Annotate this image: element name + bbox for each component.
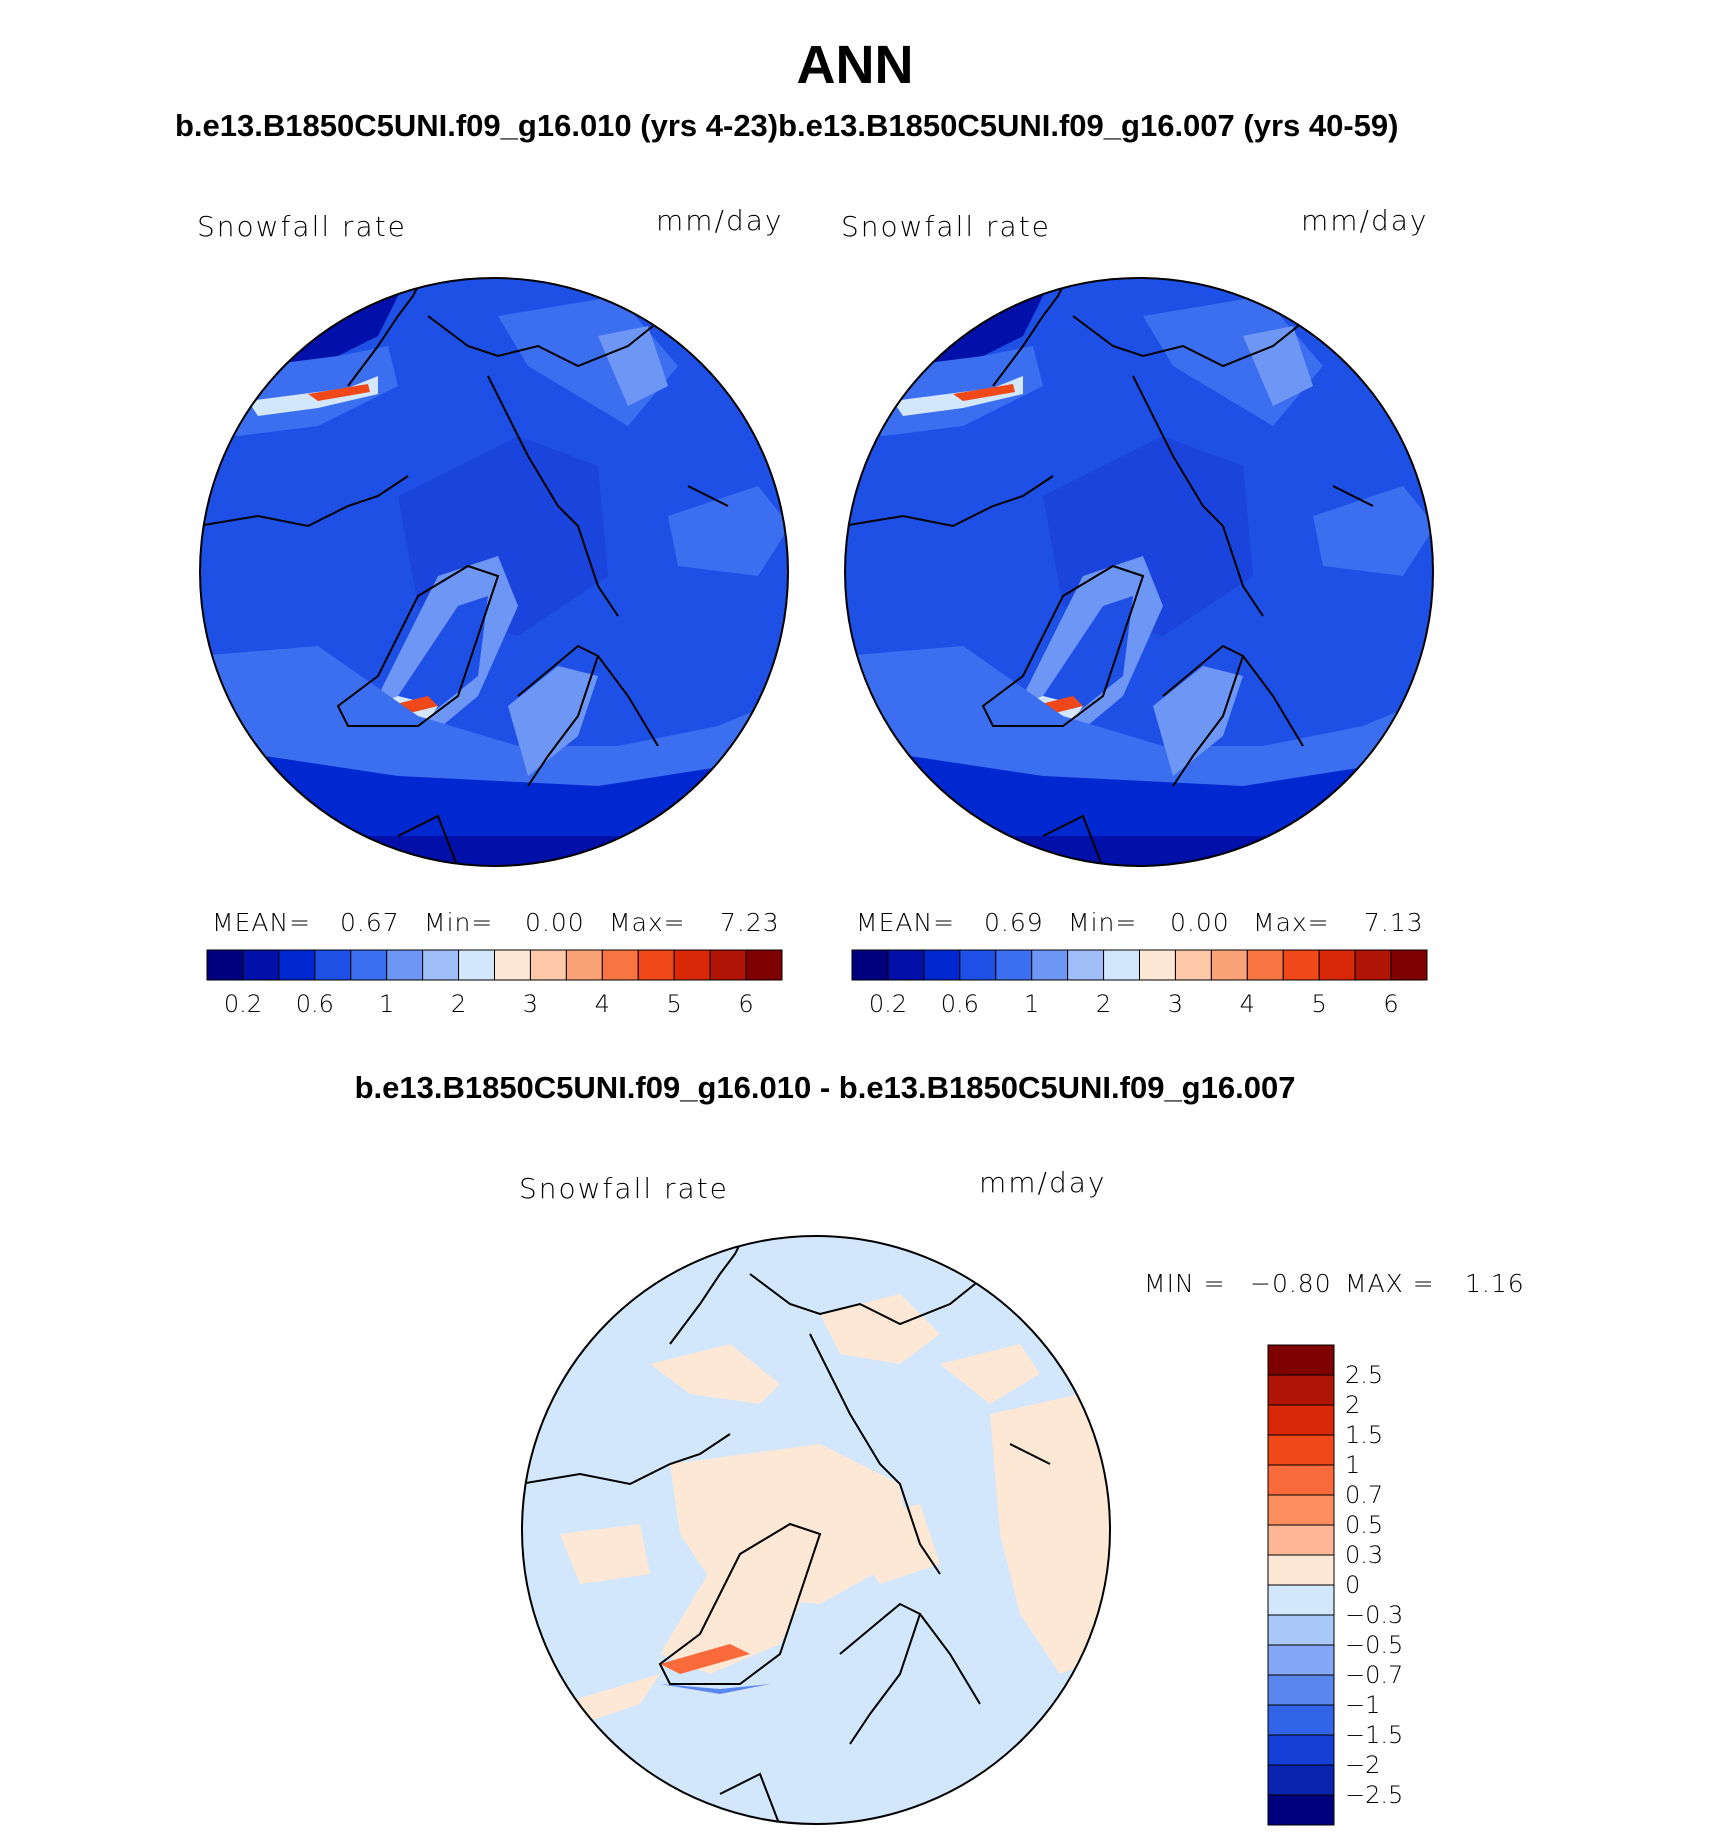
colorbar-cell (1268, 1435, 1334, 1465)
colorbar-cell (495, 950, 531, 980)
colorbar-cell (746, 950, 782, 980)
colorbar-cell (423, 950, 459, 980)
panel2-min-label: Min= (1068, 908, 1138, 937)
colorbar-tick-label: −1.5 (1345, 1721, 1404, 1749)
panel2-mean-value: 0.69 (984, 908, 1044, 937)
colorbar-tick-label: −2 (1345, 1751, 1381, 1779)
colorbar-tick-label: −0.5 (1345, 1631, 1404, 1659)
colorbar-cell (1268, 1705, 1334, 1735)
colorbar-cell (1268, 1585, 1334, 1615)
colorbar-cell (1268, 1525, 1334, 1555)
diff-units-label: mm/day (979, 1166, 1107, 1199)
colorbar-cell (960, 950, 996, 980)
panel2-min-value: 0.00 (1170, 908, 1230, 937)
colorbar-tick-label: −0.7 (1345, 1661, 1404, 1689)
colorbar-tick-label: 1 (379, 990, 395, 1018)
colorbar-cell (852, 950, 888, 980)
colorbar-tick-label: 2.5 (1345, 1361, 1384, 1389)
colorbar-cell (1319, 950, 1355, 980)
panel1-max-value: 7.23 (720, 908, 780, 937)
colorbar-cell (243, 950, 279, 980)
colorbar-cell (1268, 1375, 1334, 1405)
colorbar-cell (279, 950, 315, 980)
colorbar-tick-label: 4 (594, 990, 610, 1018)
colorbar-tick-label: 6 (738, 990, 754, 1018)
colorbar-tick-label: 0.2 (868, 990, 908, 1018)
diff-variable-label: Snowfall rate (519, 1172, 729, 1205)
colorbar-cell (1175, 950, 1211, 980)
diff-max-value: 1.16 (1465, 1269, 1525, 1298)
colorbar-tick-label: 1.5 (1345, 1421, 1384, 1449)
colorbar-tick-label: 0.6 (940, 990, 979, 1018)
colorbar-cell (638, 950, 674, 980)
colorbar-panel2-ticks (852, 990, 1427, 1022)
colorbar-tick-label: 5 (1311, 990, 1327, 1018)
colorbar-cell (351, 950, 387, 980)
map-difference-north-polar (520, 1234, 1112, 1826)
colorbar-cell (1268, 1345, 1334, 1375)
case-subtitle: b.e13.B1850C5UNI.f09_g16.010 (yrs 4-23)b.e13.B1850C5UNI.f09_g16.007 (yrs 40-59) (175, 108, 1399, 143)
colorbar-cell (1268, 1675, 1334, 1705)
difference-title: b.e13.B1850C5UNI.f09_g16.010 - b.e13.B1850C5UNI.f09_g16.007 (354, 1070, 1296, 1105)
colorbar-tick-label: 3 (522, 990, 539, 1018)
map-panel2-north-polar (843, 276, 1435, 868)
colorbar-cell (1355, 950, 1391, 980)
colorbar-cell (207, 950, 243, 980)
colorbar-tick-label: 2 (1095, 990, 1112, 1018)
panel1-max-label: Max= (609, 908, 686, 937)
colorbar-tick-label: 0 (1345, 1571, 1361, 1599)
colorbar-tick-label: 1 (1345, 1451, 1361, 1479)
colorbar-cell (602, 950, 638, 980)
colorbar-tick-label: 0.3 (1345, 1541, 1384, 1569)
colorbar-cell (1268, 1615, 1334, 1645)
panel2-mean-label: MEAN= (856, 908, 956, 937)
colorbar-cell (530, 950, 566, 980)
colorbar-tick-label: 0.2 (223, 990, 263, 1018)
colorbar-cell (459, 950, 495, 980)
map-panel1-north-polar (198, 276, 790, 868)
panel2-variable-label: Snowfall rate (841, 210, 1051, 243)
colorbar-cell (1391, 950, 1427, 980)
colorbar-cell (1068, 950, 1104, 980)
colorbar-cell (1268, 1645, 1334, 1675)
colorbar-tick-label: −1 (1345, 1691, 1381, 1719)
colorbar-tick-label: −0.3 (1345, 1601, 1404, 1629)
colorbar-cell (1140, 950, 1176, 980)
colorbar-tick-label: 2 (450, 990, 467, 1018)
colorbar-cell (566, 950, 602, 980)
colorbar-cell (1268, 1735, 1334, 1765)
colorbar-difference-ticks (1345, 1345, 1435, 1825)
colorbar-tick-label: 1 (1024, 990, 1040, 1018)
colorbar-tick-label: 0.6 (295, 990, 334, 1018)
colorbar-cell (315, 950, 351, 980)
plot-title: ANN (796, 35, 914, 95)
diff-min-label: MIN = (1144, 1269, 1226, 1298)
diff-max-label: MAX = (1345, 1269, 1435, 1298)
panel2-max-value: 7.13 (1364, 908, 1424, 937)
colorbar-tick-label: 5 (666, 990, 682, 1018)
panel1-mean-value: 0.67 (340, 908, 400, 937)
colorbar-cell (924, 950, 960, 980)
colorbar-cell (1268, 1465, 1334, 1495)
colorbar-cell (1211, 950, 1247, 980)
colorbar-tick-label: 0.5 (1345, 1511, 1384, 1539)
colorbar-cell (674, 950, 710, 980)
colorbar-cell (996, 950, 1032, 980)
colorbar-cell (888, 950, 924, 980)
colorbar-cell (1104, 950, 1140, 980)
colorbar-tick-label: 3 (1167, 990, 1184, 1018)
panel2-units-label: mm/day (1301, 204, 1429, 237)
colorbar-cell (1268, 1765, 1334, 1795)
colorbar-tick-label: 2 (1345, 1391, 1361, 1419)
colorbar-panel1-ticks (207, 990, 782, 1022)
colorbar-panel1 (207, 950, 782, 980)
panel1-min-value: 0.00 (525, 908, 585, 937)
panel1-mean-label: MEAN= (212, 908, 312, 937)
colorbar-tick-label: −2.5 (1345, 1781, 1404, 1809)
panel2-max-label: Max= (1253, 908, 1330, 937)
colorbar-cell (1268, 1795, 1334, 1825)
colorbar-tick-label: 4 (1239, 990, 1255, 1018)
panel1-variable-label: Snowfall rate (197, 210, 407, 243)
diff-min-value: −0.80 (1250, 1269, 1332, 1298)
colorbar-cell (1268, 1555, 1334, 1585)
colorbar-panel2 (852, 950, 1427, 980)
panel1-min-label: Min= (424, 908, 494, 937)
colorbar-difference (1268, 1345, 1334, 1825)
colorbar-cell (710, 950, 746, 980)
colorbar-tick-label: 6 (1383, 990, 1399, 1018)
colorbar-cell (387, 950, 423, 980)
colorbar-cell (1247, 950, 1283, 980)
colorbar-cell (1268, 1495, 1334, 1525)
panel1-units-label: mm/day (656, 204, 784, 237)
colorbar-cell (1268, 1405, 1334, 1435)
colorbar-cell (1283, 950, 1319, 980)
colorbar-tick-label: 0.7 (1345, 1481, 1384, 1509)
colorbar-cell (1032, 950, 1068, 980)
